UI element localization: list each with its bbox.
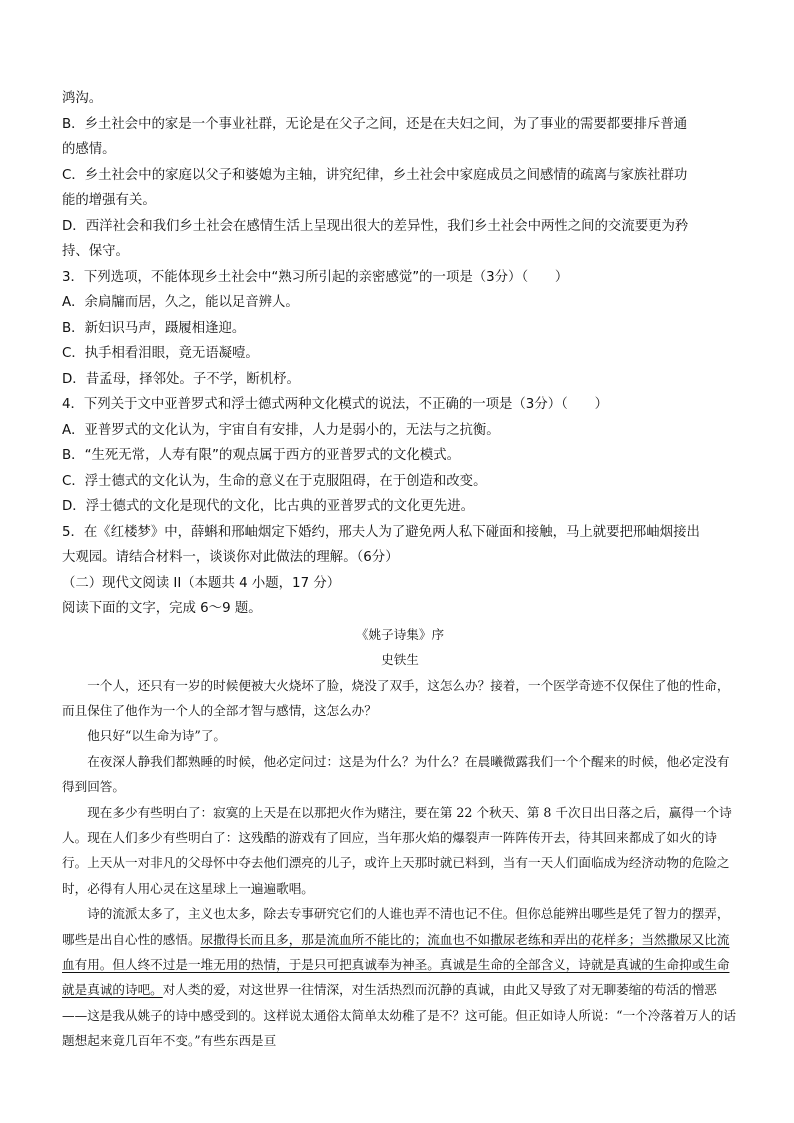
- text-line: 能的增强有关。: [62, 193, 156, 208]
- essay-text: 诗的流派太多了，主义也太多，除去专事研究它们的人谁也弄不清也记不住。但你总能辨出哪些是凭了智力的摆弄，哪些是出自心性的感悟。: [62, 906, 730, 947]
- text-line: 的感情。: [62, 142, 116, 157]
- essay-author: 史铁生: [381, 652, 419, 667]
- option-b: B．乡土社会中的家是一个事业社群，无论是在父子之间，还是在夫妇之间，为了事业的需要都要排斥普通: [62, 116, 688, 132]
- option-a: A．余扃牖而居，久之，能以足音辨人。: [62, 295, 299, 310]
- option-b: B．新妇识马声，蹑履相逢迎。: [62, 320, 246, 336]
- option-d: D．昔孟母，择邻处。子不学，断机杼。: [62, 371, 300, 387]
- question-4: 4．下列关于文中亚普罗式和浮士德式两种文化模式的说法，不正确的一项是（3分）（ ）: [62, 397, 608, 412]
- option-b: B．“生死无常，人寿有限”的观点属于西方的亚普罗式的文化模式。: [62, 448, 460, 463]
- reading-instruction: 阅读下面的文字，完成 6～9 题。: [62, 601, 262, 616]
- option-d: D．浮士德式的文化是现代的文化，比古典的亚普罗式的文化更先进。: [62, 499, 475, 514]
- essay-paragraph: 他只好“以生命为诗”了。: [87, 728, 227, 744]
- essay-paragraph: 现在多少有些明白了：寂寞的上天是在以那把火作为赌注，要在第 22 个秋天、第 8 千次日出日落之后，赢得一个诗人。现在人们多少有些明白了：这残酷的游戏有了回应，当年那火焰的爆裂声一阵阵传开去，待其回来都成了如火的诗行。上天从一对非凡的父母怀中夺去他们漂亮的儿子，或许上天那时就已料到，当有一天人们面临成为经济动物的危险之时，必得有人用心灵在这星球上一遍遍歌唱。: [62, 804, 732, 896]
- underlined-passage: 尿撒得长而且多，那是流血所不能比的；流血也不如撒尿老练和弄出的花样多；当然撒尿又比流血有用。但人终不过是一堆无用的热情，于是只可把真诚奉为神圣。真诚是生命的全部含义，诗就是真诚的生命抑或生命就是真诚的诗吧。: [62, 931, 730, 998]
- option-a: A．亚普罗式的文化认为，宇宙自有安排，人力是弱小的，无法与之抗衡。: [62, 422, 500, 438]
- option-d: D．西洋社会和我们乡土社会在感情生活上呈现出很大的差异性，我们乡土社会中两性之间的交流要更为矜: [62, 218, 689, 234]
- option-c: C．乡土社会中的家庭以父子和婆媳为主轴，讲究纪律，乡土社会中家庭成员之间感情的疏离与家族社群功: [62, 167, 688, 183]
- section-heading: （二）现代文阅读 II（本题共 4 小题，17 分）: [62, 575, 341, 591]
- essay-paragraph: 在夜深人静我们都熟睡的时候，他必定问过：这是为什么？为什么？在晨曦微露我们一个个醒来的时候，他必定没有得到回答。: [62, 753, 730, 795]
- question-5: 5．在《红楼梦》中，薛蝌和邢岫烟定下婚约，邢夫人为了避免两人私下碰面和接触，马上就要把邢岫烟接出: [62, 524, 700, 540]
- option-c: C．执手相看泪眼，竟无语凝噎。: [62, 346, 259, 361]
- essay-text: 对人类的爱，对这世界一往情深，对生活热烈而沉静的真诚，由此又导致了对无聊萎缩的苟活的憎恶——这是我从姚子的诗中感受到的。这样说太通俗太简单太幼稚了是不？这可能。但正如诗人所说：“一个冷落着万人的话题想起来竟几百年不变。”有些东西是亘: [62, 982, 736, 1049]
- essay-paragraph: 一个人，还只有一岁的时候便被大火烧坏了脸，烧没了双手，这怎么办？接着，一个医学奇迹不仅保住了他的性命，而且保住了他作为一个人的全部才智与感情，这怎么办？: [62, 677, 730, 718]
- exam-page: [62, 86, 738, 1054]
- essay-paragraph: [62, 901, 738, 1053]
- text-line: 持、保守。: [62, 244, 129, 259]
- essay-title: 《姚子诗集》序: [355, 626, 445, 642]
- text-line: 大观园。请结合材料一，谈谈你对此做法的理解。（6分）: [62, 550, 399, 565]
- question-3: 3．下列选项，不能体现乡土社会中“熟习所引起的亲密感觉”的一项是（3分）（ ）: [62, 269, 569, 285]
- text-line: 鸿沟。: [62, 91, 103, 106]
- option-c: C．浮士德式的文化认为，生命的意义在于克服阻碍，在于创造和改变。: [62, 473, 487, 489]
